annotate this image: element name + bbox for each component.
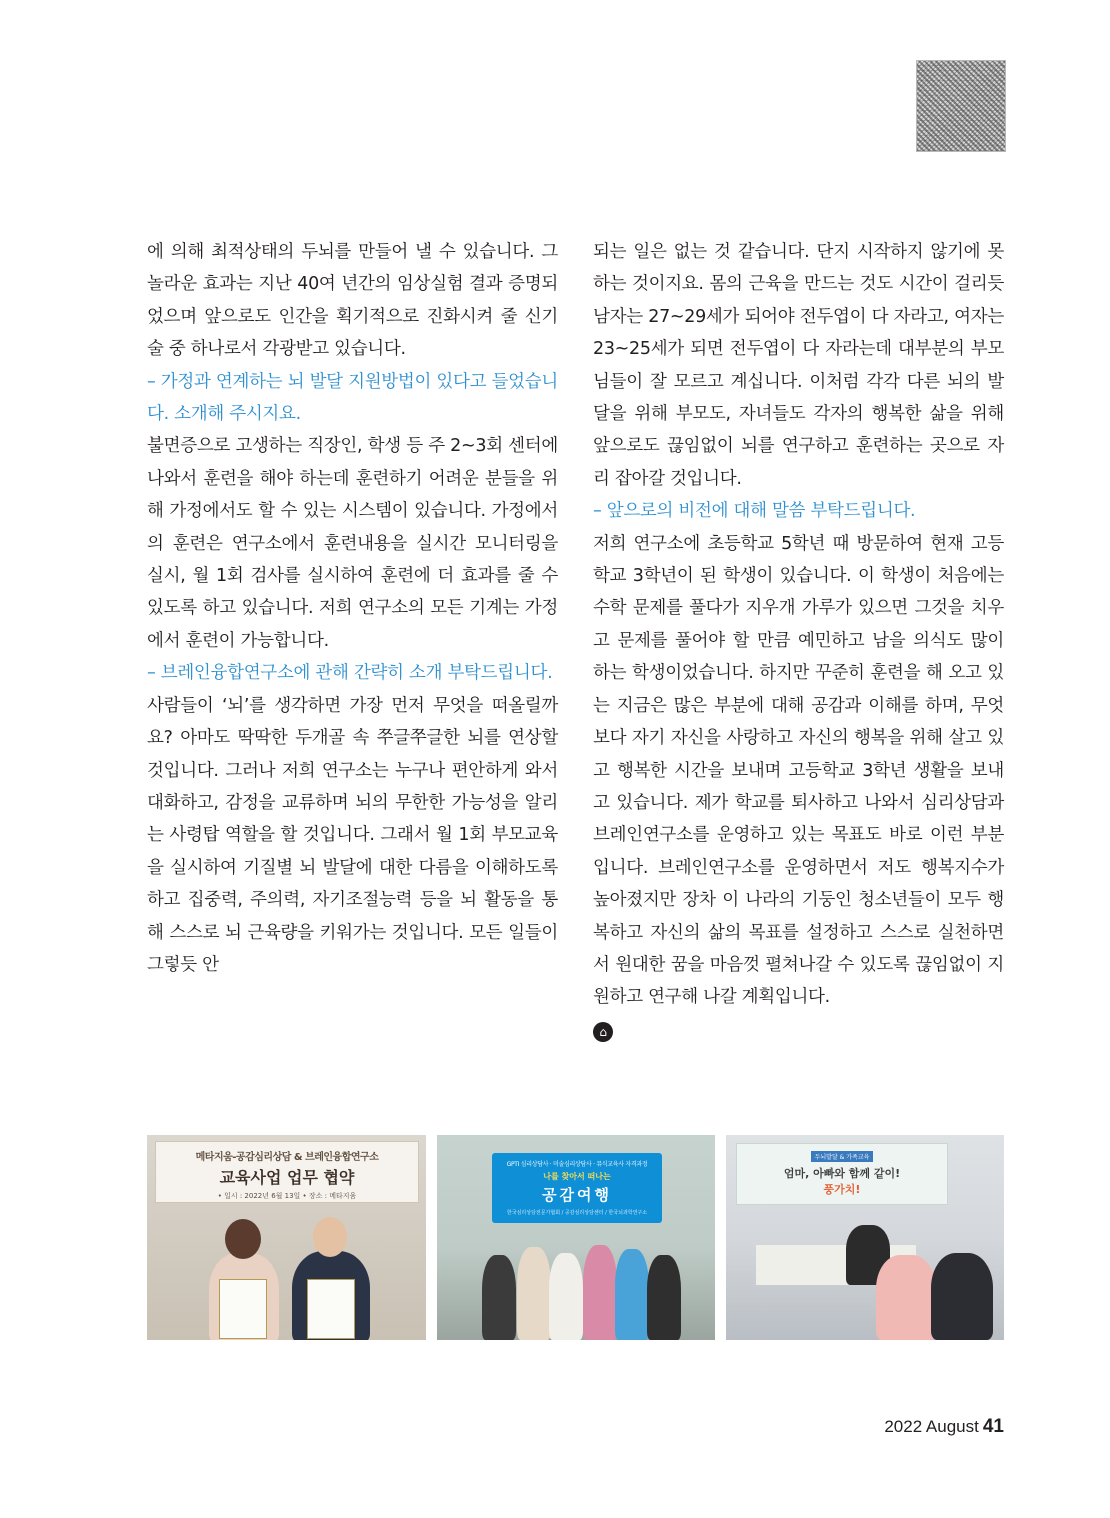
group-person-4 xyxy=(583,1245,617,1340)
empathy-banner-subtitle: 나를 찾아서 떠나는 xyxy=(543,1172,611,1181)
group-person-6 xyxy=(647,1255,681,1340)
question-vision: – 앞으로의 비전에 대해 말씀 부탁드립니다. xyxy=(593,501,916,522)
left-column xyxy=(147,236,558,981)
group-person-3 xyxy=(549,1253,583,1340)
parent-banner-title: 엄마, 아빠와 함께 같이! xyxy=(783,1167,901,1180)
mou-banner-title: 교육사업 업무 협약 xyxy=(219,1168,355,1187)
photo-group-empathy-trip xyxy=(437,1135,715,1340)
agreement-document-left xyxy=(219,1279,267,1339)
photo-strip xyxy=(147,1135,1004,1340)
left-paragraph-1: 에 의해 최적상태의 두뇌를 만들어 낼 수 있습니다. 그 놀라운 효과는 지난 40여 년간의 임상실험 결과 증명되었으며 앞으로도 인간을 획기적으로 진화시켜 줄 신기술 중 하나로서 각광받고 있습니다. xyxy=(147,242,558,360)
mou-banner xyxy=(155,1141,419,1203)
issue-date: 2022 August xyxy=(884,1417,979,1436)
person-woman-head xyxy=(225,1219,261,1259)
mou-banner-date: • 일시 : 2022년 6월 13일 • 장소 : 메타지움 xyxy=(217,1192,357,1200)
answer-institute-intro: 사람들이 ‘뇌’를 생각하면 가장 먼저 무엇을 떠올릴까요? 아마도 딱딱한 두개골 속 쭈글쭈글한 뇌를 연상할 것입니다. 그러나 저희 연구소는 누구나 편안하게 와서 대화하고, 감정을 교류하며 뇌의 무한한 가능성을 알리는 사령탑 역할을 할 것입니다. 그래서 월 1회 부모교육을 실시하여 기질별 뇌 발달에 대한 다름을 이해하도록 하고 집중력, 주의력, 자기조절능력 등을 뇌 활동을 통해 스스로 뇌 근육량을 키워가는 것입니다. 모든 일들이 그렇듯 안 xyxy=(147,695,558,975)
empathy-trip-banner xyxy=(492,1153,662,1223)
person-man-head xyxy=(313,1217,347,1257)
photo-mou-signing xyxy=(147,1135,426,1340)
group-person-1 xyxy=(482,1255,516,1340)
group-person-2 xyxy=(517,1247,551,1340)
right-column xyxy=(593,236,1004,1046)
question-home-training: – 가정과 연계하는 뇌 발달 지원방법이 있다고 들었습니다. 소개해 주시지요. xyxy=(147,371,558,425)
page-footer xyxy=(884,1416,1004,1438)
answer-vision: 저희 연구소에 초등학교 5학년 때 방문하여 현재 고등학교 3학년이 된 학생이 있습니다. 이 학생이 처음에는 수학 문제를 풀다가 지우개 가루가 있으면 그것을 치우고 문제를 풀어야 할 만큼 예민하고 남을 의식도 많이 하는 학생이었습니다. 하지만 꾸준히 훈련을 해 오고 있는 지금은 많은 부분에 대해 공감과 이해를 하며, 무엇보다 자기 자신을 사랑하고 자신의 행복을 위해 살고 있고 행복한 시간을 보내며 고등학교 3학년 생활을 보내고 있습니다. 제가 학교를 퇴사하고 나와서 심리상담과 브레인연구소를 운영하고 있는 목표도 바로 이런 부분입니다. 브레인연구소를 운영하면서 저도 행복지수가 높아졌지만 장차 이 나라의 기둥인 청소년들이 모두 행복하고 자신의 삶의 목표를 설정하고 스스로 실천하면서 원대한 꿈을 마음껏 펼쳐나갈 수 있도록 끊임없이 지원하고 연구해 나갈 계획입니다. xyxy=(593,533,1004,1008)
page-number: 41 xyxy=(982,1416,1004,1437)
qr-code xyxy=(916,60,1006,152)
parent-banner-tag: 두뇌발달 & 가족교육 xyxy=(811,1151,874,1162)
empathy-banner-course: GPTI 심리상담사 · 미술심리상담사 · 뮤식교육사 자격과정 xyxy=(506,1161,648,1168)
seated-person-3 xyxy=(931,1253,993,1340)
parent-banner-subtitle: 풍가치! xyxy=(823,1183,861,1196)
mou-banner-orgs: 메타지움-공감심리상담 & 브레인융합연구소 xyxy=(195,1152,379,1163)
empathy-banner-title: 공감여행 xyxy=(542,1186,612,1204)
right-paragraph-1: 되는 일은 없는 것 같습니다. 단지 시작하지 않기에 못하는 것이지요. 몸의 근육을 만드는 것도 시간이 걸리듯 남자는 27~29세가 되어야 전두엽이 다 자라고, 여자는 23~25세가 되면 전두엽이 다 자라는데 대부분의 부모님들이 잘 모르고 계십니다. 이처럼 각각 다른 뇌의 발달을 위해 부모도, 자녀들도 각자의 행복한 삶을 위해 앞으로도 끊임없이 뇌를 연구하고 훈련하는 곳으로 자리 잡아갈 것입니다. xyxy=(593,242,1004,489)
group-person-5 xyxy=(615,1249,649,1340)
article-end-icon: ⌂ xyxy=(593,1022,613,1042)
seated-person-2 xyxy=(876,1255,936,1340)
question-institute-intro: – 브레인융합연구소에 관해 간략히 소개 부탁드립니다. xyxy=(147,663,553,684)
parent-education-banner xyxy=(736,1143,948,1205)
answer-home-training: 불면증으로 고생하는 직장인, 학생 등 주 2~3회 센터에 나와서 훈련을 해야 하는데 훈련하기 어려운 분들을 위해 가정에서도 할 수 있는 시스템이 있습니다. 가정에서의 훈련은 연구소에서 훈련내용을 실시간 모니터링을 실시, 월 1회 검사를 실시하여 훈련에 더 효과를 줄 수 있도록 하고 있습니다. 저희 연구소의 모든 기계는 가정에서 훈련이 가능합니다. xyxy=(147,436,558,651)
photo-parent-education xyxy=(726,1135,1004,1340)
agreement-document-right xyxy=(307,1279,355,1339)
empathy-banner-orgs: 한국심리상담전문가협회 / 공감심리상담센터 / 한국뇌과학연구소 xyxy=(506,1210,648,1216)
